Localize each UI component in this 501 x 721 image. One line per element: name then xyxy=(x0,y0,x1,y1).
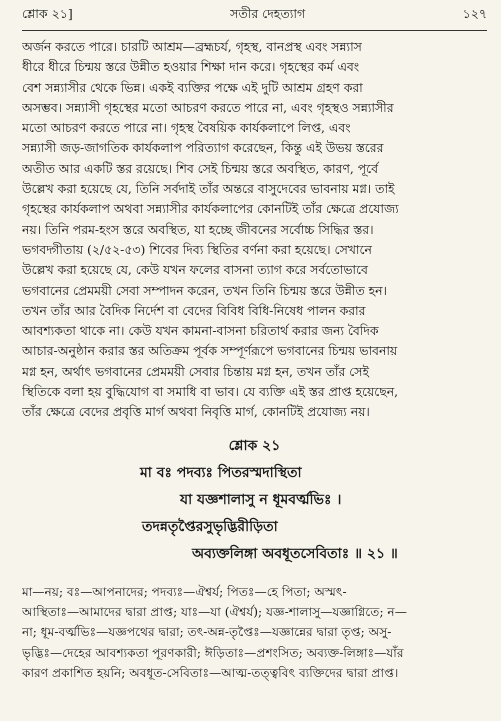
purport-line: নয়। তিনি পরম-হংস স্তরে অবস্থিত, যা হচ্ছে জীবনের সর্বোচ্চ সিদ্ধির স্তর। xyxy=(22,221,374,237)
purport-line: স্থিতিকে বলা হয় বুদ্ধিযোগ বা সমাধি বা ভাব। যে ব্যক্তি এই স্তর প্রাপ্ত হয়েছেন, xyxy=(22,384,399,400)
purport-line: অর্জন করতে পারে। চারটি আশ্রম—ব্রহ্মচর্য, গৃহস্থ, বানপ্রস্থ এবং সন্ন্যাস xyxy=(22,39,362,54)
purport-text xyxy=(22,37,487,423)
purport-line: তাঁর ক্ষেত্রে বেদের প্রবৃত্তি মার্গ অথবা নিবৃত্তি মার্গ, কোনটিই প্রযোজ্য নয়। xyxy=(22,404,370,420)
purport-line: মগ্ন হন, অর্থাৎ ভগবানের প্রেমময়ী সেবার চিন্তায় মগ্ন হন, তখন তাঁর সেই xyxy=(22,363,369,379)
purport-line: উল্লেখ করা হয়েছে যে, কেউ যখন ফলের বাসনা ত্যাগ করে সর্বতোভাবে xyxy=(22,262,368,278)
purport-line: ভগবদ্গীতায় (২/৫২-৫৩) শিবের দিব্য স্থিতির বর্ণনা করা হয়েছে। সেখানে xyxy=(22,241,372,257)
purport-line: উল্লেখ করা হয়েছে যে, তিনি সর্বদাই তাঁর অন্তরে বাসুদেবের ভাবনায় মগ্ন। তাই xyxy=(22,181,395,197)
verse-line: তদন্নতৃপ্তৈরসুভৃদ্ভিরীড়িতা xyxy=(142,518,278,535)
synonym-line: কারণ প্রকাশিত হয়নি; অবধূত-সেবিতাঃ—আত্ম-তত্ত্ববিৎ ব্যক্তিদের দ্বারা প্রাপ্ত। xyxy=(22,666,399,681)
synonym-line: আস্থিতাঃ—আমাদের দ্বারা প্রাপ্ত; যাঃ—যা (ঐশ্বর্য); যজ্ঞ-শালাসু—যজ্ঞাগ্নিতে; ন— xyxy=(22,605,407,620)
purport-line: সন্ন্যাসী জড়-জাগতিক কার্যকলাপ পরিত্যাগ করেছেন, কিন্তু এই উভয় স্তরের xyxy=(22,140,384,156)
verse-line: অব্যক্তলিঙ্গা অবধূতসেবিতাঃ ॥ ২১ ॥ xyxy=(192,545,398,562)
page-number: ১২৭ xyxy=(462,6,487,21)
purport-line: তখন তাঁর আর বৈদিক নির্দেশ বা বেদের বিবিধ বিধি-নিষেধ পালন করার xyxy=(22,302,366,318)
purport-line: অসম্ভব। সন্ন্যাসী গৃহস্থের মতো আচরণ করতে পারে না, এবং গৃহস্থও সন্ন্যাসীর xyxy=(22,99,394,115)
verse-title: শ্লোক ২১ xyxy=(228,437,281,454)
synonym-line: মা—নয়; বঃ—আপনাদের; পদব্যঃ—ঐশ্বর্য; পিতঃ—হে পিতা; অস্মৎ- xyxy=(22,584,347,599)
page-header xyxy=(22,6,487,31)
synonym-line: ভৃদ্ভিঃ—দেহের আবশ্যকতা পূরণকারী; ঈড়িতাঃ—প্রশংসিত; অব্যক্ত-লিঙ্গাঃ—যাঁর xyxy=(22,645,404,660)
synonym-line: না; ধূম-বর্ত্মভিঃ—যজ্ঞপথের দ্বারা; তৎ-অন্ন-তৃপ্তৈঃ—যজ্ঞান্নের দ্বারা তৃপ্ত; অসু- xyxy=(22,625,392,640)
purport-line: মতো আচরণ করতে পারে না। গৃহস্থ বৈষয়িক কার্যকলাপে লিপ্ত, এবং xyxy=(22,120,351,136)
purport-line: আচার-অনুষ্ঠান করার স্তর অতিক্রম পূর্বক সম্পূর্ণরূপে ভগবানের চিন্ময় ভাবনায় xyxy=(22,343,398,359)
purport-line: বেশ সন্ন্যাসীর থেকে ভিন্ন। একই ব্যক্তির পক্ষে এই দুটি আশ্রম গ্রহণ করা xyxy=(22,79,363,95)
verse-line: মা বঃ পদব্যঃ পিতরস্মদাস্থিতা xyxy=(140,464,302,481)
header-verse-ref: শ্লোক ২১] xyxy=(22,6,73,21)
sanskrit-verse xyxy=(22,433,487,568)
header-chapter-title: সতীর দেহত্যাগ xyxy=(230,6,306,21)
synonyms-text xyxy=(22,582,487,684)
purport-line: অতীত আর একটি স্তর রয়েছে। শিব সেই চিন্ময় স্তরে অবস্থিত, কারণ, পূর্বে xyxy=(22,160,379,176)
purport-line: ধীরে ধীরে চিন্ময় স্তরে উন্নীত হওয়ার শিক্ষা দান করে। গৃহস্থের কর্ম এবং xyxy=(22,59,360,75)
verse-line: যা যজ্ঞশালাসু ন ধূমবর্ত্মভিঃ । xyxy=(180,491,342,508)
purport-line: গৃহস্থের কার্যকলাপ অথবা সন্ন্যাসীর কার্যকলাপের কোনটিই তাঁর ক্ষেত্রে প্রযোজ্য xyxy=(22,201,399,217)
purport-line: ভগবানের প্রেমময়ী সেবা সম্পাদন করেন, তখন তিনি চিন্ময় স্তরে উন্নীত হন। xyxy=(22,282,387,298)
purport-line: আবশ্যকতা থাকে না। কেউ যখন কামনা-বাসনা চরিতার্থ করার জন্য বৈদিক xyxy=(22,323,379,339)
